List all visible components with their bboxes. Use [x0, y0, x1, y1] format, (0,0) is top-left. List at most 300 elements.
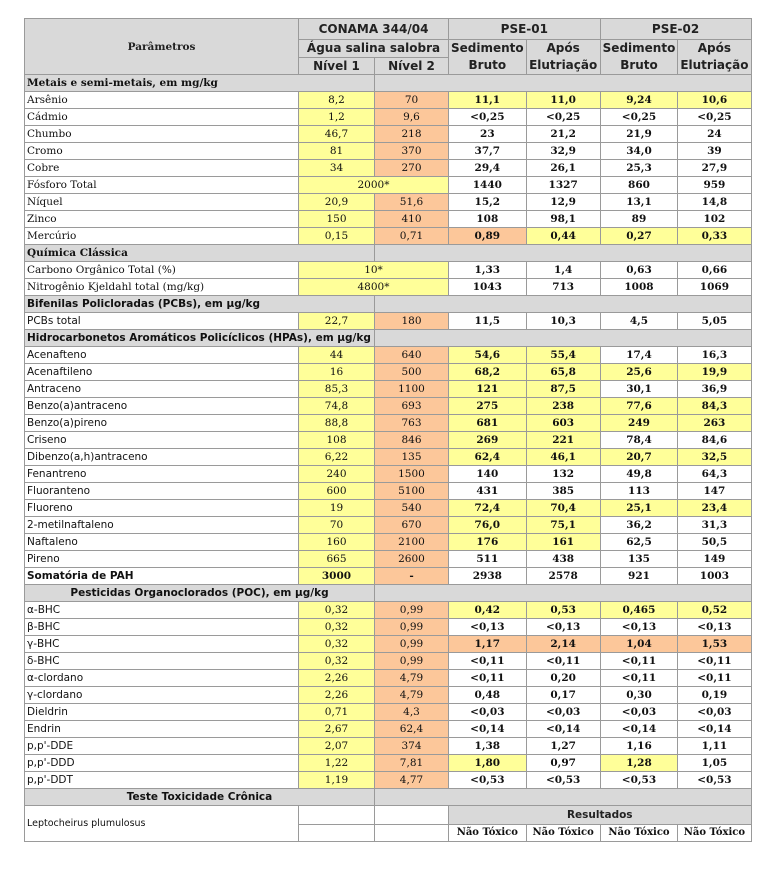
parameter-name: 2-metilnaftaleno [25, 517, 299, 534]
level2-value: 763 [375, 415, 449, 432]
data-row [25, 279, 752, 296]
toxicity-result: Não Tóxico [600, 825, 678, 842]
data-row [25, 602, 752, 619]
pse01-raw-value: 72,4 [449, 500, 527, 517]
level1-value: 0,71 [299, 704, 375, 721]
data-row [25, 568, 752, 585]
pse02-raw-value: 1,16 [600, 738, 678, 755]
level2-value: - [375, 568, 449, 585]
data-row [25, 636, 752, 653]
pse01-elutriation-value: <0,13 [526, 619, 600, 636]
data-row [25, 517, 752, 534]
data-row [25, 670, 752, 687]
pse01-elutriation-value: 98,1 [526, 211, 600, 228]
level1-value: 240 [299, 466, 375, 483]
pse02-elutriation-value: 1,05 [678, 755, 751, 772]
parameter-name: Níquel [25, 194, 299, 211]
parameters-header: Parâmetros [25, 19, 299, 75]
pse02-raw-value: 921 [600, 568, 678, 585]
pse01-header: PSE-01 [449, 19, 601, 40]
level1-value: 0,32 [299, 619, 375, 636]
pse01-elutriation-value: <0,25 [526, 109, 600, 126]
pse02-raw-value: 25,1 [600, 500, 678, 517]
pse02-elutriation-value: 0,33 [678, 228, 751, 245]
data-row [25, 109, 752, 126]
level2-value: 270 [375, 160, 449, 177]
parameter-name: Naftaleno [25, 534, 299, 551]
results-header: Resultados [449, 806, 752, 825]
data-row [25, 466, 752, 483]
pse01-raw-value: <0,11 [449, 670, 527, 687]
section-filler [375, 789, 752, 806]
level1-value: 19 [299, 500, 375, 517]
level2-value: 4,3 [375, 704, 449, 721]
pse01-elutriation-value: 0,53 [526, 602, 600, 619]
parameter-name: γ-clordano [25, 687, 299, 704]
data-row [25, 194, 752, 211]
level2-value: 0,99 [375, 636, 449, 653]
level2-value: 180 [375, 313, 449, 330]
pse01-raw-value: 1440 [449, 177, 527, 194]
pse02-raw-value: 1,28 [600, 755, 678, 772]
section-title: Química Clássica [25, 245, 375, 262]
pse02-raw-value: <0,11 [600, 670, 678, 687]
pse01-raw-value: 275 [449, 398, 527, 415]
pse02-raw-value: 25,6 [600, 364, 678, 381]
level2-value: 410 [375, 211, 449, 228]
level2-value: 370 [375, 143, 449, 160]
pse01-elutriation-value: 65,8 [526, 364, 600, 381]
data-row [25, 92, 752, 109]
pse02-elutriation-value: <0,14 [678, 721, 751, 738]
section-row [25, 245, 752, 262]
data-row [25, 738, 752, 755]
pse02-elutriation-value: 23,4 [678, 500, 751, 517]
level2-value: 374 [375, 738, 449, 755]
pse02-elutriation-value: 14,8 [678, 194, 751, 211]
header-row-1 [25, 19, 752, 40]
pse01-raw-value: 1,38 [449, 738, 527, 755]
pse01-raw-value: 0,42 [449, 602, 527, 619]
parameter-name: Mercúrio [25, 228, 299, 245]
level1-value: 22,7 [299, 313, 375, 330]
toxicity-row [25, 806, 752, 825]
pse01-elutriation-value: 87,5 [526, 381, 600, 398]
pse01-elutriation-value: 12,9 [526, 194, 600, 211]
after-label: Após [697, 41, 732, 55]
level1-value: 2,26 [299, 687, 375, 704]
level2-value: 0,99 [375, 602, 449, 619]
data-row [25, 143, 752, 160]
pse02-elutriation-value: 36,9 [678, 381, 751, 398]
raw-label: Bruto [620, 58, 658, 72]
section-title: Pesticidas Organoclorados (POC), em µg/kg [25, 585, 375, 602]
pse02-elutriation-value: 10,6 [678, 92, 751, 109]
pse02-raw-value: <0,25 [600, 109, 678, 126]
pse01-raw-value: <0,25 [449, 109, 527, 126]
pse01-raw-value: 11,5 [449, 313, 527, 330]
parameter-name: Zinco [25, 211, 299, 228]
pse01-elutriation-value: 603 [526, 415, 600, 432]
pse01-elutriation-value: 70,4 [526, 500, 600, 517]
level1-header: Nível 1 [299, 57, 375, 75]
level1-value: 34 [299, 160, 375, 177]
pse01-elutriation-value: 0,20 [526, 670, 600, 687]
pse01-raw-value: 176 [449, 534, 527, 551]
level2-value: 5100 [375, 483, 449, 500]
pse01-raw-value: 431 [449, 483, 527, 500]
after-label: Após [546, 41, 580, 55]
pse02-raw-value: 0,63 [600, 262, 678, 279]
pse02-raw-value: 78,4 [600, 432, 678, 449]
pse01-raw-value: <0,14 [449, 721, 527, 738]
pse01-raw-value: <0,13 [449, 619, 527, 636]
sediment-label: Sedimento [602, 41, 676, 55]
pse01-raw-value: 11,1 [449, 92, 527, 109]
level1-value: 2,26 [299, 670, 375, 687]
level2-value: 846 [375, 432, 449, 449]
limit-merged-value: 2000* [299, 177, 449, 194]
parameter-name: α-BHC [25, 602, 299, 619]
pse02-elutriation-value: <0,13 [678, 619, 751, 636]
pse02-elutriation-value: <0,11 [678, 670, 751, 687]
level2-empty [375, 825, 449, 842]
pse01-elutriation-value: 2578 [526, 568, 600, 585]
pse01-raw-value: 76,0 [449, 517, 527, 534]
level1-value: 1,19 [299, 772, 375, 789]
parameter-name: Fenantreno [25, 466, 299, 483]
section-row [25, 330, 752, 347]
pse02-elutriation-value: <0,03 [678, 704, 751, 721]
water-type-header: Água salina salobra [299, 40, 449, 58]
pse01-raw-value: 54,6 [449, 347, 527, 364]
level1-value: 46,7 [299, 126, 375, 143]
parameter-name: Endrin [25, 721, 299, 738]
pse02-elutriation-value: 16,3 [678, 347, 751, 364]
pse01-elutriation-value: 21,2 [526, 126, 600, 143]
parameter-name: Somatória de PAH [25, 568, 299, 585]
section-filler [375, 585, 752, 602]
pse02-elutriation-value: 84,6 [678, 432, 751, 449]
data-row [25, 551, 752, 568]
pse02-raw-value: 135 [600, 551, 678, 568]
pse02-elutriation-value: 31,3 [678, 517, 751, 534]
level2-value: 4,79 [375, 687, 449, 704]
pse01-elutriation-value: 0,44 [526, 228, 600, 245]
limit-merged-value: 4800* [299, 279, 449, 296]
level1-value: 88,8 [299, 415, 375, 432]
data-row [25, 755, 752, 772]
pse02-raw-value: 30,1 [600, 381, 678, 398]
pse01-elutriation-value: 0,17 [526, 687, 600, 704]
level1-value: 160 [299, 534, 375, 551]
raw-label: Bruto [468, 58, 507, 72]
pse01-raw-value: <0,11 [449, 653, 527, 670]
pse01-elutriation-value: 11,0 [526, 92, 600, 109]
level1-value: 150 [299, 211, 375, 228]
pse02-elutriation-value: 1,53 [678, 636, 751, 653]
parameter-name: Benzo(a)antraceno [25, 398, 299, 415]
section-filler [375, 245, 752, 262]
data-row [25, 687, 752, 704]
pse02-elutriation-value: 959 [678, 177, 751, 194]
data-row [25, 704, 752, 721]
toxicity-result: Não Tóxico [678, 825, 751, 842]
level2-value: 7,81 [375, 755, 449, 772]
pse01-elutriation-value: 713 [526, 279, 600, 296]
level1-value: 44 [299, 347, 375, 364]
data-row [25, 347, 752, 364]
pse02-raw-value: 62,5 [600, 534, 678, 551]
data-row [25, 772, 752, 789]
section-row [25, 585, 752, 602]
level2-value: 693 [375, 398, 449, 415]
pse01-raw-value: 681 [449, 415, 527, 432]
level2-empty [375, 806, 449, 825]
section-filler [375, 296, 752, 313]
parameter-name: Cromo [25, 143, 299, 160]
pse01-elutriation-value: 1,4 [526, 262, 600, 279]
level1-value: 0,32 [299, 636, 375, 653]
pse02-raw-value: <0,11 [600, 653, 678, 670]
data-row [25, 449, 752, 466]
pse01-elutriation-value: <0,14 [526, 721, 600, 738]
pse01-raw-value: 1043 [449, 279, 527, 296]
data-row [25, 160, 752, 177]
pse02-elutriation-header [678, 40, 751, 75]
pse01-elutriation-value: 161 [526, 534, 600, 551]
pse02-raw-value: 21,9 [600, 126, 678, 143]
pse02-elutriation-value: 5,05 [678, 313, 751, 330]
pse01-elutriation-value: 26,1 [526, 160, 600, 177]
level2-value: 62,4 [375, 721, 449, 738]
section-filler [375, 75, 752, 92]
level2-value: 1100 [375, 381, 449, 398]
pse01-elutriation-value: 32,9 [526, 143, 600, 160]
pse02-elutriation-value: 27,9 [678, 160, 751, 177]
data-row [25, 398, 752, 415]
conama-header: CONAMA 344/04 [299, 19, 449, 40]
data-row [25, 228, 752, 245]
pse02-elutriation-value: 1,11 [678, 738, 751, 755]
sediment-label: Sedimento [451, 41, 524, 55]
pse02-raw-value: 249 [600, 415, 678, 432]
parameter-name: Benzo(a)pireno [25, 415, 299, 432]
pse02-raw-value: 113 [600, 483, 678, 500]
data-row [25, 177, 752, 194]
level1-value: 1,2 [299, 109, 375, 126]
pse01-raw-value: 62,4 [449, 449, 527, 466]
pse02-elutriation-value: 149 [678, 551, 751, 568]
level1-value: 0,15 [299, 228, 375, 245]
data-row [25, 364, 752, 381]
data-row [25, 381, 752, 398]
section-title: Metais e semi-metais, em mg/kg [25, 75, 375, 92]
pse01-elutriation-value: 75,1 [526, 517, 600, 534]
level2-value: 0,99 [375, 653, 449, 670]
toxicity-header-row [25, 789, 752, 806]
limit-merged-value: 10* [299, 262, 449, 279]
pse02-raw-value: 0,465 [600, 602, 678, 619]
data-row [25, 211, 752, 228]
level1-value: 74,8 [299, 398, 375, 415]
section-title: Bifenilas Policloradas (PCBs), em µg/kg [25, 296, 375, 313]
pse01-raw-value: 68,2 [449, 364, 527, 381]
pse02-header: PSE-02 [600, 19, 751, 40]
pse01-elutriation-value: 438 [526, 551, 600, 568]
level2-value: 4,77 [375, 772, 449, 789]
parameter-name: δ-BHC [25, 653, 299, 670]
section-row [25, 75, 752, 92]
pse02-raw-value: 49,8 [600, 466, 678, 483]
data-row [25, 500, 752, 517]
pse02-raw-value: 0,30 [600, 687, 678, 704]
level1-value: 108 [299, 432, 375, 449]
pse02-elutriation-value: 32,5 [678, 449, 751, 466]
data-row [25, 432, 752, 449]
level2-value: 70 [375, 92, 449, 109]
level1-value: 81 [299, 143, 375, 160]
parameter-name: Nitrogênio Kjeldahl total (mg/kg) [25, 279, 299, 296]
parameter-name: Cádmio [25, 109, 299, 126]
level2-value: 135 [375, 449, 449, 466]
pse01-raw-value: 15,2 [449, 194, 527, 211]
pse02-raw-value: 860 [600, 177, 678, 194]
pse01-raw-value: <0,03 [449, 704, 527, 721]
level1-value: 665 [299, 551, 375, 568]
data-row [25, 415, 752, 432]
data-row [25, 262, 752, 279]
pse01-elutriation-value: 46,1 [526, 449, 600, 466]
pse01-elutriation-value: 0,97 [526, 755, 600, 772]
pse02-elutriation-value: <0,25 [678, 109, 751, 126]
pse02-raw-value: <0,03 [600, 704, 678, 721]
level1-value: 2,07 [299, 738, 375, 755]
pse02-raw-value: 1,04 [600, 636, 678, 653]
level2-value: 670 [375, 517, 449, 534]
pse02-raw-value: 36,2 [600, 517, 678, 534]
data-row [25, 483, 752, 500]
parameter-name: p,p'-DDD [25, 755, 299, 772]
level2-value: 2100 [375, 534, 449, 551]
parameter-name: Fósforo Total [25, 177, 299, 194]
level1-value: 0,32 [299, 653, 375, 670]
pse02-elutriation-value: 1069 [678, 279, 751, 296]
pse02-raw-value: 4,5 [600, 313, 678, 330]
pse01-raw-value: 1,33 [449, 262, 527, 279]
pse02-elutriation-value: 64,3 [678, 466, 751, 483]
pse02-raw-value: 34,0 [600, 143, 678, 160]
parameter-name: Acenafteno [25, 347, 299, 364]
level2-value: 0,71 [375, 228, 449, 245]
level2-value: 640 [375, 347, 449, 364]
level1-value: 8,2 [299, 92, 375, 109]
pse01-raw-value: 511 [449, 551, 527, 568]
pse02-elutriation-value: 102 [678, 211, 751, 228]
pse02-raw-value: 9,24 [600, 92, 678, 109]
level1-value: 2,67 [299, 721, 375, 738]
pse01-raw-value: 1,80 [449, 755, 527, 772]
pse02-raw-value: <0,13 [600, 619, 678, 636]
data-row [25, 313, 752, 330]
data-row [25, 653, 752, 670]
parameter-name: γ-BHC [25, 636, 299, 653]
elutriation-label: Elutriação [680, 58, 749, 72]
level1-value: 600 [299, 483, 375, 500]
pse01-elutriation-value: 55,4 [526, 347, 600, 364]
data-row [25, 534, 752, 551]
pse01-elutriation-value: 385 [526, 483, 600, 500]
pse02-elutriation-value: 263 [678, 415, 751, 432]
level2-value: 2600 [375, 551, 449, 568]
level2-value: 51,6 [375, 194, 449, 211]
pse01-elutriation-value: 2,14 [526, 636, 600, 653]
pse01-elutriation-value: 221 [526, 432, 600, 449]
level2-value: 1500 [375, 466, 449, 483]
level1-value: 3000 [299, 568, 375, 585]
data-row [25, 721, 752, 738]
level1-value: 16 [299, 364, 375, 381]
level2-header: Nível 2 [375, 57, 449, 75]
pse02-elutriation-value: 0,19 [678, 687, 751, 704]
data-row [25, 126, 752, 143]
pse01-raw-value: 29,4 [449, 160, 527, 177]
pse01-raw-value: 269 [449, 432, 527, 449]
species-name: Leptocheirus plumulosus [25, 806, 299, 842]
parameter-name: Criseno [25, 432, 299, 449]
level1-empty [299, 806, 375, 825]
parameter-name: Fluoreno [25, 500, 299, 517]
pse01-raw-value: 23 [449, 126, 527, 143]
pse02-raw-value: 20,7 [600, 449, 678, 466]
pse01-raw-value: <0,53 [449, 772, 527, 789]
pse01-raw-value: 140 [449, 466, 527, 483]
level2-value: 0,99 [375, 619, 449, 636]
pse01-elutriation-value: 1,27 [526, 738, 600, 755]
level2-value: 4,79 [375, 670, 449, 687]
pse01-elutriation-value: 10,3 [526, 313, 600, 330]
pse02-elutriation-value: <0,53 [678, 772, 751, 789]
level1-empty [299, 825, 375, 842]
toxicity-result: Não Tóxico [526, 825, 600, 842]
pse02-elutriation-value: <0,11 [678, 653, 751, 670]
pse01-elutriation-value: <0,03 [526, 704, 600, 721]
pse01-raw-value: 0,89 [449, 228, 527, 245]
parameter-name: p,p'-DDE [25, 738, 299, 755]
results-table [24, 18, 752, 842]
level1-value: 6,22 [299, 449, 375, 466]
level1-value: 0,32 [299, 602, 375, 619]
level2-value: 9,6 [375, 109, 449, 126]
level2-value: 218 [375, 126, 449, 143]
section-filler [375, 330, 752, 347]
pse01-elutriation-header [526, 40, 600, 75]
parameter-name: PCBs total [25, 313, 299, 330]
data-row [25, 619, 752, 636]
parameter-name: Cobre [25, 160, 299, 177]
toxicity-result: Não Tóxico [449, 825, 527, 842]
level1-value: 85,3 [299, 381, 375, 398]
level1-value: 20,9 [299, 194, 375, 211]
parameter-name: Dieldrin [25, 704, 299, 721]
pse02-raw-value: 17,4 [600, 347, 678, 364]
pse02-elutriation-value: 50,5 [678, 534, 751, 551]
parameter-name: Acenaftileno [25, 364, 299, 381]
parameter-name: Arsênio [25, 92, 299, 109]
pse02-elutriation-value: 0,52 [678, 602, 751, 619]
pse02-elutriation-value: 39 [678, 143, 751, 160]
parameter-name: Carbono Orgânico Total (%) [25, 262, 299, 279]
